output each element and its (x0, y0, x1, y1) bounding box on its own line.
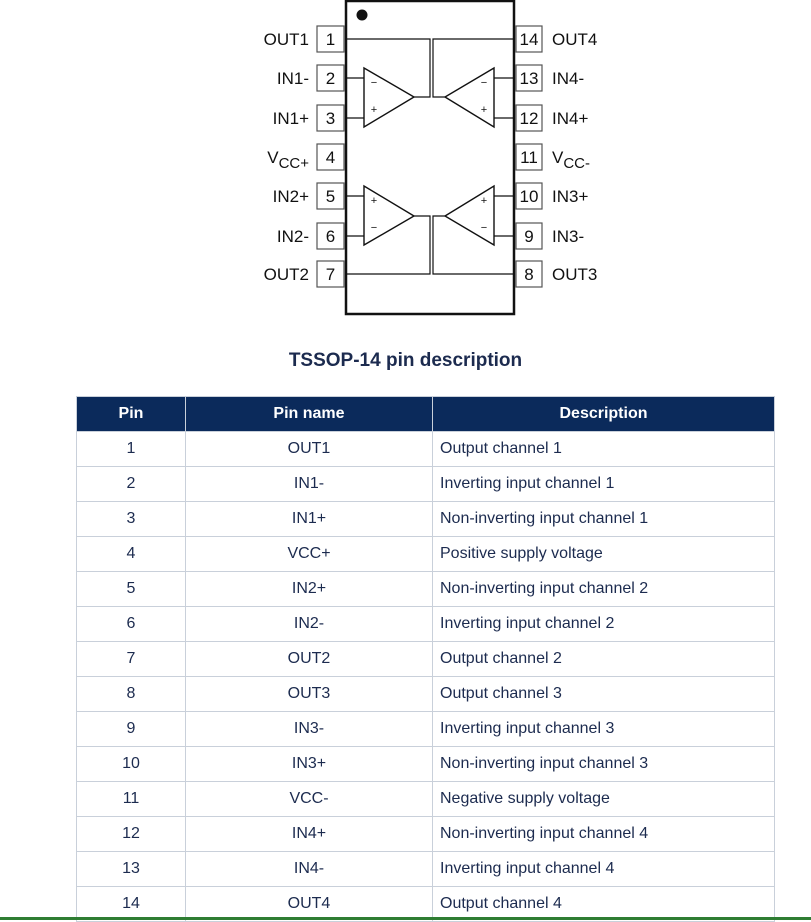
pin-label-right: IN3+ (552, 187, 589, 206)
pin-name-cell: IN4- (186, 852, 433, 887)
minus-sign: − (370, 77, 378, 89)
pin-name-cell: OUT3 (186, 677, 433, 712)
pin-name-cell: IN3+ (186, 747, 433, 782)
pin-number-cell: 4 (77, 537, 186, 572)
pin-number-cell: 13 (77, 852, 186, 887)
table-row (77, 817, 775, 852)
table-header-row (77, 397, 775, 432)
pin-number-right: 9 (524, 227, 534, 246)
pin-name-cell: IN1- (186, 467, 433, 502)
pin-label-left: IN1- (276, 69, 309, 88)
pin-label-left: IN2+ (272, 187, 309, 206)
pin-number-right: 12 (519, 109, 539, 128)
table-body (77, 432, 775, 922)
description-cell: Output channel 4 (433, 887, 775, 922)
pin-label-vcc-plus: VCC+ (267, 148, 309, 172)
description-cell: Inverting input channel 1 (433, 467, 775, 502)
pin-number-cell: 1 (77, 432, 186, 467)
pin-number-right: 11 (520, 148, 538, 167)
table-row (77, 537, 775, 572)
pin-name-cell: VCC- (186, 782, 433, 817)
description-cell: Inverting input channel 4 (433, 852, 775, 887)
pin-label-right: OUT3 (552, 265, 598, 284)
pinout-diagram (0, 0, 811, 330)
pin-name-cell: IN4+ (186, 817, 433, 852)
description-cell: Output channel 2 (433, 642, 775, 677)
plus-sign: + (370, 195, 378, 207)
pin-number-left: 3 (325, 109, 336, 128)
pin-label-left: IN2- (276, 227, 309, 246)
table-row (77, 677, 775, 712)
pin-number-right: 13 (519, 69, 539, 88)
pin-name-cell: IN3- (186, 712, 433, 747)
minus-sign: − (370, 222, 378, 234)
pin-number-cell: 12 (77, 817, 186, 852)
description-cell: Non-inverting input channel 1 (433, 502, 775, 537)
table-row (77, 572, 775, 607)
table-row (77, 467, 775, 502)
left-pin-group (264, 26, 344, 287)
description-cell: Non-inverting input channel 2 (433, 572, 775, 607)
right-pin-group (516, 26, 597, 287)
pin-number-right: 8 (524, 265, 534, 284)
minus-sign: − (480, 222, 488, 234)
pin-name-cell: OUT4 (186, 887, 433, 922)
pin-label-right: IN4+ (552, 109, 589, 128)
pin-number-cell: 7 (77, 642, 186, 677)
pin-number-cell: 2 (77, 467, 186, 502)
pin-description-table (76, 396, 775, 922)
pin-number-right: 14 (519, 30, 539, 49)
pin-number-cell: 3 (77, 502, 186, 537)
header-pin: Pin (77, 397, 186, 432)
table-row (77, 747, 775, 782)
pin-label-left: OUT2 (263, 265, 309, 284)
description-cell: Inverting input channel 2 (433, 607, 775, 642)
description-cell: Output channel 1 (433, 432, 775, 467)
description-cell: Non-inverting input channel 3 (433, 747, 775, 782)
table-row (77, 852, 775, 887)
description-cell: Inverting input channel 3 (433, 712, 775, 747)
pin-number-left: 4 (325, 148, 336, 167)
table-row (77, 607, 775, 642)
description-cell: Positive supply voltage (433, 537, 775, 572)
table-row (77, 642, 775, 677)
pin-name-cell: VCC+ (186, 537, 433, 572)
pin-number-left: 7 (325, 265, 336, 284)
pin-number-cell: 11 (77, 782, 186, 817)
table-title: TSSOP-14 pin description (288, 350, 523, 371)
pin-number-left: 5 (325, 187, 336, 206)
pin-name-cell: OUT2 (186, 642, 433, 677)
pin-number-cell: 9 (77, 712, 186, 747)
pin-label-left: IN1+ (272, 109, 309, 128)
pin-name-cell: IN2+ (186, 572, 433, 607)
header-pin-name: Pin name (186, 397, 433, 432)
minus-sign: − (480, 77, 488, 89)
pin-number-cell: 14 (77, 887, 186, 922)
pin-name-cell: IN2- (186, 607, 433, 642)
pin-number-cell: 8 (77, 677, 186, 712)
pin1-marker-dot (357, 10, 368, 21)
table-row (77, 712, 775, 747)
header-description: Description (433, 397, 775, 432)
pin-number-cell: 10 (77, 747, 186, 782)
pin-label-right: IN3- (552, 227, 585, 246)
description-cell: Negative supply voltage (433, 782, 775, 817)
pin-label-right: OUT4 (552, 30, 598, 49)
pin-number-left: 1 (325, 30, 336, 49)
table-row (77, 502, 775, 537)
table-row (77, 782, 775, 817)
pin-name-cell: IN1+ (186, 502, 433, 537)
plus-sign: + (370, 104, 378, 116)
pin-label-right: IN4- (552, 69, 585, 88)
plus-sign: + (480, 195, 488, 207)
pin-number-left: 6 (325, 227, 336, 246)
table-row (77, 432, 775, 467)
pin-label-vcc-minus: VCC- (552, 148, 591, 172)
description-cell: Non-inverting input channel 4 (433, 817, 775, 852)
pin-number-right: 10 (519, 187, 539, 206)
pin-number-left: 2 (325, 69, 336, 88)
pin-name-cell: OUT1 (186, 432, 433, 467)
pin-number-cell: 5 (77, 572, 186, 607)
pin-label-left: OUT1 (263, 30, 309, 49)
pin-number-cell: 6 (77, 607, 186, 642)
plus-sign: + (480, 104, 488, 116)
description-cell: Output channel 3 (433, 677, 775, 712)
